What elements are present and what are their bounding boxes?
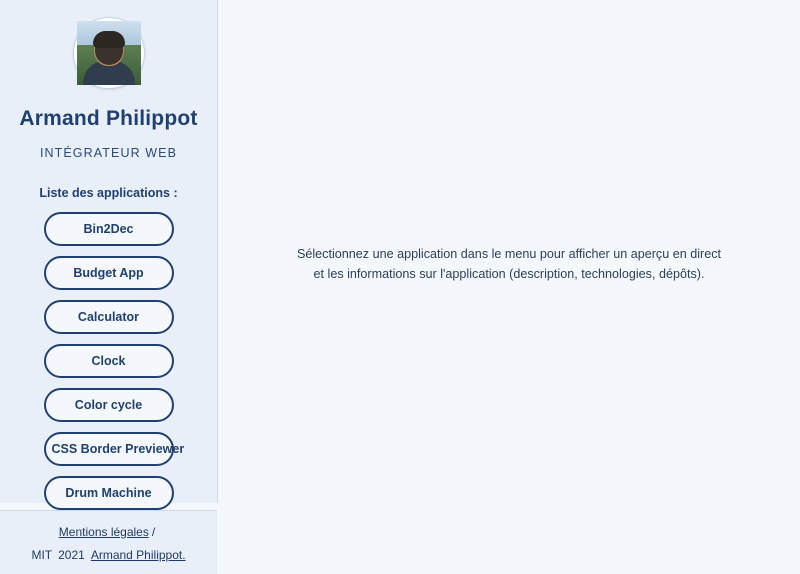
main-placeholder-text: Sélectionnez une application dans le menu pour afficher un aperçu en direct et les informations sur l'application (description, technologies, dépôts). xyxy=(296,246,722,282)
footer-year: 2021 xyxy=(58,547,85,562)
app-list-item-clock[interactable]: Clock xyxy=(44,344,174,378)
app-list-heading: Liste des applications : xyxy=(39,185,178,200)
profile-name: Armand Philippot xyxy=(19,107,198,130)
app-list-item-bin2dec[interactable]: Bin2Dec xyxy=(44,212,174,246)
legal-notice-link[interactable]: Mentions légales xyxy=(58,524,149,539)
app-list-item-drum-machine[interactable]: Drum Machine xyxy=(44,476,174,510)
main-content xyxy=(218,0,800,503)
sidebar-scroll-area[interactable] xyxy=(0,0,217,510)
footer-license: MIT xyxy=(31,547,53,562)
sidebar-footer xyxy=(0,510,217,574)
footer-license-line xyxy=(10,548,207,562)
avatar-wrapper xyxy=(10,18,207,88)
app-list-item-budget-app[interactable]: Budget App xyxy=(44,256,174,290)
profile-job-title: INTÉGRATEUR WEB xyxy=(39,145,178,160)
sidebar xyxy=(0,0,218,562)
app-list-item-css-border-previewer[interactable]: CSS Border Previewer xyxy=(44,432,174,466)
avatar-hair xyxy=(93,31,125,48)
footer-separator: / xyxy=(151,524,156,539)
avatar xyxy=(74,18,144,88)
author-link[interactable]: Armand Philippot. xyxy=(90,547,186,562)
app-list xyxy=(10,212,207,510)
footer-legal-line xyxy=(10,525,207,539)
app-list-item-color-cycle[interactable]: Color cycle xyxy=(44,388,174,422)
app-list-item-calculator[interactable]: Calculator xyxy=(44,300,174,334)
